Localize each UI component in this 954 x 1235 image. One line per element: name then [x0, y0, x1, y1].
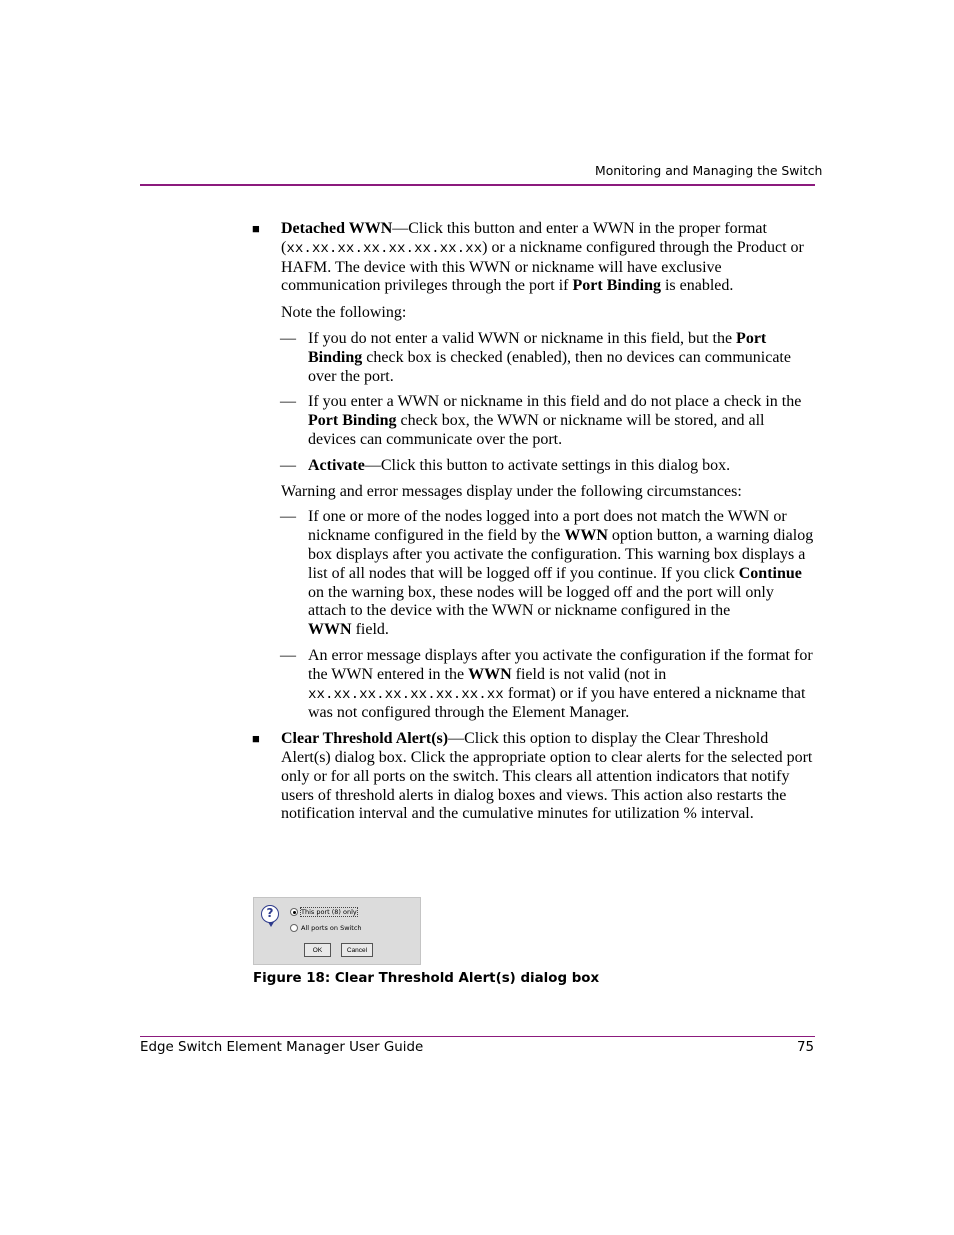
term-port-binding: Port Binding	[308, 329, 767, 366]
text: An error message displays after you activate the configuration if the format for the WWN entered in the	[308, 646, 813, 683]
radio-label: All ports on Switch	[301, 924, 362, 932]
term-port-binding: Port Binding	[572, 277, 661, 295]
wwn-format: xx.xx.xx.xx.xx.xx.xx.xx	[308, 686, 504, 703]
text: If one or more of the nodes logged into a port does not match the WWN or nickname configured in the field by the	[308, 508, 787, 545]
radio-label: This port (8) only	[301, 908, 357, 916]
text: check box, the WWN or nickname will be stored, and all devices can communicate over the port.	[308, 412, 765, 448]
radio-all-ports[interactable]	[290, 924, 362, 932]
bullet-marker: ■	[252, 731, 260, 747]
term-clear-threshold: Clear Threshold Alert(s)	[281, 730, 449, 748]
term-continue: Continue	[738, 564, 802, 582]
header-rule	[140, 184, 815, 186]
question-icon: ?	[261, 905, 279, 923]
text: If you do not enter a valid WWN or nickname in this field, but the	[308, 329, 737, 347]
cancel-button[interactable]: Cancel	[341, 943, 373, 957]
term-wwn: WWN	[308, 621, 352, 639]
footer-rule	[140, 1036, 815, 1037]
warning-intro: Warning and error messages display under the following circumstances:	[281, 482, 742, 500]
term-wwn: WWN	[564, 527, 608, 545]
figure-caption: Figure 18: Clear Threshold Alert(s) dialog box	[253, 971, 600, 986]
dash-marker: —	[280, 646, 296, 664]
term-activate: Activate	[308, 456, 365, 474]
text: If you enter a WWN or nickname in this field and do not place a check in the	[308, 393, 802, 411]
radio-this-port[interactable]	[290, 908, 357, 916]
dash-marker: —	[280, 508, 296, 526]
text: —Click this button and enter a WWN in the proper format (	[281, 220, 767, 256]
text: format) or if you have entered a nickname that was not configured through the Element Manager.	[308, 684, 806, 722]
page-body	[252, 220, 814, 832]
text: field is not valid (not in	[511, 665, 667, 683]
term-port-binding: Port Binding	[308, 412, 397, 430]
error-item	[252, 647, 814, 723]
text: on the warning box, these nodes will be logged off and the port will only attach to the device with the WWN or nickname configured in the	[308, 583, 774, 620]
bullet-marker: ■	[252, 221, 260, 236]
text: —Click this option to display the Clear Threshold Alert(s) dialog box. Click the appropriate option to clear alerts for the selected port only or for all ports on the switch. This clears all attention indicators that notify users of threshold alerts in dialog boxes and views. This action also restarts the notification interval and the cumulative minutes for utilization % interval.	[281, 730, 813, 823]
clear-threshold-dialog	[253, 897, 421, 965]
text: is enabled.	[660, 277, 734, 295]
text: —Click this button to activate settings in this dialog box.	[364, 456, 731, 474]
note-item	[252, 330, 814, 386]
dash-marker: —	[280, 329, 296, 347]
radio-button-checked[interactable]	[290, 908, 298, 916]
warning-item	[252, 508, 814, 640]
text: option button, a warning dialog box displays after you activate the configuration. This warning box displays a list of all nodes that will be logged off if you continue. If you click	[308, 527, 814, 582]
wwn-format: xx.xx.xx.xx.xx.xx.xx.xx	[286, 240, 483, 257]
ok-button[interactable]: OK	[304, 943, 331, 957]
note-item	[252, 393, 814, 449]
radio-button[interactable]	[290, 924, 298, 932]
bullet-clear-threshold	[252, 730, 814, 824]
footer-guide-title: Edge Switch Element Manager User Guide	[140, 1040, 424, 1055]
term-wwn: WWN	[468, 665, 512, 683]
dash-marker: —	[280, 393, 296, 411]
term-detached-wwn: Detached WWN	[281, 220, 393, 237]
bullet-detached-wwn	[252, 220, 814, 296]
dash-marker: —	[280, 456, 296, 474]
text: check box is checked (enabled), then no devices can communicate over the port.	[308, 348, 791, 385]
text: field.	[351, 621, 389, 639]
text: ) or a nickname configured through the Product or HAFM. The device with this WWN or nickname will have exclusive communication privileges through the port if	[281, 238, 804, 295]
note-intro: Note the following:	[281, 304, 407, 322]
page-number: 75	[796, 1040, 814, 1055]
note-item-activate	[252, 457, 814, 476]
running-header: Monitoring and Managing the Switch	[595, 163, 823, 178]
